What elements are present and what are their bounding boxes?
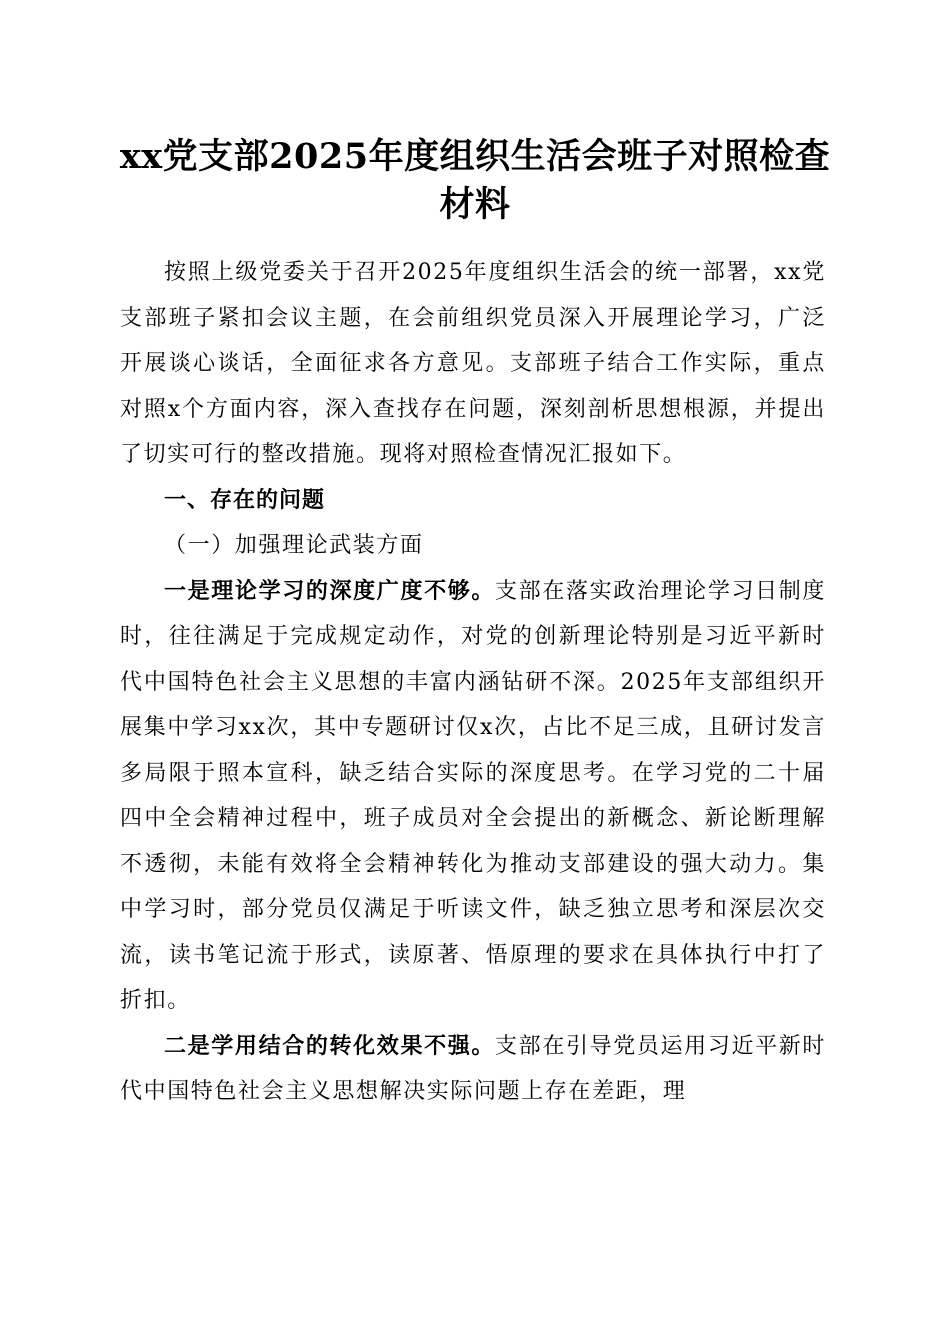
document-body (120, 250, 826, 1115)
section-heading-problems: 一、存在的问题 (164, 487, 326, 513)
document-title (110, 133, 840, 229)
intro-paragraph: 按照上级党委关于召开2025年度组织生活会的统一部署，xx党支部班子紧扣会议主题，在会前组织党员深入开展理论学习，广泛开展谈心谈话，全面征求各方意见。支部班子结合工作实际，重点对照x个方面内容，深入查找存在问题，深刻剖析思想根源，并提出了切实可行的整改措施。现将对照检查情况汇报如下。 (120, 260, 826, 467)
title-line-1: xx党支部2025年度组织生活会班子对照检查 (119, 136, 831, 177)
point-1-paragraph (120, 569, 826, 1024)
point-2-lead: 二是学用结合的转化效果不强。 (164, 1032, 496, 1059)
point-2-text: 支部在引导党员运用习近平新时代中国特色社会主义思想解决实际问题上存在差距，理 (120, 1033, 827, 1104)
subsection-heading-theory: （一）加强理论武装方面 (164, 533, 424, 558)
point-2-paragraph (120, 1024, 826, 1115)
point-1-lead: 一是理论学习的深度广度不够。 (164, 577, 496, 604)
title-line-2: 材料 (439, 184, 511, 225)
point-1-text: 支部在落实政治理论学习日制度时，往往满足于完成规定动作，对党的创新理论特别是习近平新时代中国特色社会主义思想的丰富内涵钻研不深。2025年支部组织开展集中学习xx次，其中专题研讨仅x次，占比不足三成，且研讨发言多局限于照本宣科，缺乏结合实际的深度思考。在学习党的二十届四中全会精神过程中，班子成员对全会提出的新概念、新论断理解不透彻，未能有效将全会精神转化为推动支部建设的强大动力。集中学习时，部分党员仅满足于听读文件，缺乏独立思考和深层次交流，读书笔记流于形式，读原著、悟原理的要求在具体执行中打了折扣。 (120, 578, 827, 1013)
